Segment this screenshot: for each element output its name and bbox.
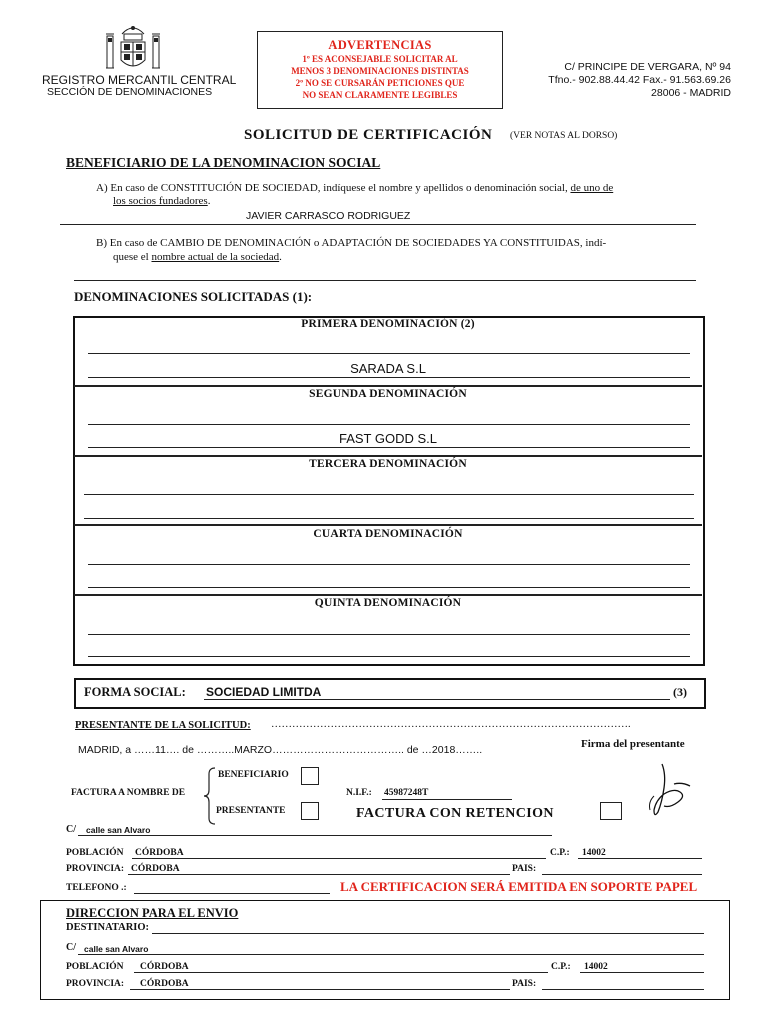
denomination-5-line-b	[88, 656, 690, 657]
ship-poblacion-value[interactable]: CÓRDOBA	[140, 962, 189, 972]
denomination-1-line-a	[88, 353, 690, 354]
provincia-line	[128, 874, 510, 875]
ship-street-label: C/	[66, 942, 76, 953]
forma-social-line	[204, 699, 670, 700]
presenter-label: PRESENTANTE DE LA SOLICITUD:	[75, 720, 251, 731]
invoice-option-presenter: PRESENTANTE	[216, 806, 286, 816]
retention-checkbox[interactable]	[600, 802, 622, 820]
section-b-line2: quese el nombre actual de la sociedad.	[113, 251, 282, 263]
signature-image	[640, 760, 700, 822]
ship-provincia-label: PROVINCIA:	[66, 979, 125, 989]
warning-line-4: NO SEAN CLARAMENTE LEGIBLES	[302, 90, 458, 100]
denomination-2-line-b	[88, 447, 690, 448]
retention-label: FACTURA CON RETENCION	[356, 806, 554, 821]
forma-social-note: (3)	[673, 685, 687, 699]
warning-box	[257, 31, 503, 109]
poblacion-line	[132, 858, 546, 859]
org-section: SECCIÓN DE DENOMINACIONES	[47, 86, 213, 98]
street-value[interactable]: calle san Alvaro	[86, 825, 151, 835]
denomination-5-line-a	[88, 634, 690, 635]
denomination-1-label: PRIMERA DENOMINACIÓN (2)	[301, 318, 475, 330]
current-name-line	[74, 280, 696, 281]
warning-line-1: 1º ES ACONSEJABLE SOLICITAR AL	[302, 54, 458, 64]
invoice-option-beneficiary: BENEFICIARIO	[218, 770, 289, 780]
ship-provincia-value[interactable]: CÓRDOBA	[140, 979, 189, 989]
telefono-line	[134, 893, 330, 894]
invoice-label: FACTURA A NOMBRE DE	[71, 788, 186, 798]
denomination-1-value[interactable]: SARADA S.L	[350, 361, 426, 376]
ship-cp-value[interactable]: 14002	[584, 962, 608, 972]
ship-pais-label: PAIS:	[512, 979, 537, 989]
ship-cp-label: C.P.:	[551, 962, 571, 972]
nif-value[interactable]: 45987248T	[384, 788, 429, 798]
denomination-4-line-b	[88, 587, 690, 588]
provincia-value[interactable]: CÓRDOBA	[131, 864, 180, 874]
address-line-2: Tfno.- 902.88.44.42 Fax.- 91.563.69.26	[548, 74, 731, 86]
section-a	[96, 181, 706, 195]
invoice-brace-icon	[202, 766, 216, 826]
form-title-note: (VER NOTAS AL DORSO)	[510, 131, 618, 141]
coat-of-arms-icon	[104, 22, 162, 74]
provincia-label: PROVINCIA:	[66, 864, 125, 874]
paper-notice: LA CERTIFICACION SERÁ EMITIDA EN SOPORTE PAPEL	[340, 879, 698, 894]
denom-divider-2	[74, 455, 702, 457]
warning-line-2: MENOS 3 DENOMINACIONES DISTINTAS	[291, 66, 469, 76]
warning-title: ADVERTENCIAS	[328, 38, 432, 52]
cp-line	[578, 858, 702, 859]
date-line[interactable]: MADRID, a ……11…. de ………..MARZO……………………………….. de …2018……..	[78, 744, 483, 756]
section-a-text: A) En caso de CONSTITUCIÓN DE SOCIEDAD, indíquese el nombre y apellidos o denominación social,	[96, 182, 571, 194]
nif-label: N.I.F.:	[346, 788, 372, 798]
ship-street-line	[78, 954, 704, 955]
section-b-underlined: nombre actual de la sociedad	[151, 251, 280, 263]
denom-divider-1	[74, 385, 702, 387]
telefono-label: TELEFONO .:	[66, 883, 127, 893]
street-label: C/	[66, 824, 76, 835]
org-name: REGISTRO MERCANTIL CENTRAL	[42, 73, 237, 87]
section-b-pre: quese el	[113, 251, 152, 263]
denomination-4-label: CUARTA DENOMINACIÓN	[313, 528, 463, 540]
pais-line	[542, 874, 702, 875]
presenter-checkbox[interactable]	[301, 802, 319, 820]
poblacion-label: POBLACIÓN	[66, 848, 124, 858]
poblacion-value[interactable]: CÓRDOBA	[135, 848, 184, 858]
section-a-underlined-2: los socios fundadores	[113, 195, 208, 207]
ship-poblacion-label: POBLACIÓN	[66, 962, 124, 972]
denominations-heading: DENOMINACIONES SOLICITADAS (1):	[74, 289, 313, 304]
shipping-heading: DIRECCION PARA EL ENVIO	[66, 906, 239, 920]
forma-social-label: FORMA SOCIAL:	[84, 685, 186, 699]
denomination-4-line-a	[88, 564, 690, 565]
cp-value[interactable]: 14002	[582, 848, 606, 858]
presenter-dots[interactable]: ………………………………………………………………………………………….	[271, 719, 631, 730]
denomination-2-value[interactable]: FAST GODD S.L	[338, 431, 437, 446]
beneficiary-heading: BENEFICIARIO DE LA DENOMINACION SOCIAL	[66, 155, 381, 170]
ship-poblacion-line	[134, 972, 548, 973]
denomination-3-label: TERCERA DENOMINACIÓN	[309, 458, 467, 470]
form-title: SOLICITUD DE CERTIFICACIÓN	[244, 127, 493, 143]
warning-line-3: 2º NO SE CURSARÁN PETICIONES QUE	[295, 78, 465, 88]
pais-label: PAIS:	[512, 864, 537, 874]
address-line-3: 28006 - MADRID	[651, 87, 731, 99]
forma-social-value[interactable]: SOCIEDAD LIMITDA	[206, 685, 322, 699]
street-line	[78, 835, 552, 836]
ship-street-value[interactable]: calle san Alvaro	[84, 944, 149, 954]
section-a-underlined: de uno de	[570, 182, 614, 194]
section-b: B) En caso de CAMBIO DE DENOMINACIÓN o ADAPTACIÓN DE SOCIEDADES YA CONSTITUIDAS, indí-	[96, 237, 607, 249]
denom-divider-3	[74, 524, 702, 526]
denom-divider-4	[74, 594, 702, 596]
denomination-2-line-a	[88, 424, 690, 425]
denomination-3-line-b	[84, 518, 694, 519]
address-line-1: C/ PRINCIPE DE VERGARA, Nº 94	[564, 61, 731, 73]
recipient-line	[152, 933, 704, 934]
recipient-label: DESTINATARIO:	[66, 922, 150, 933]
section-a-line2: los socios fundadores.	[113, 195, 211, 207]
ship-pais-line	[542, 989, 704, 990]
nif-line	[382, 799, 512, 800]
beneficiary-name-value: JAVIER CARRASCO RODRIGUEZ	[246, 210, 411, 222]
beneficiary-name-line	[60, 224, 696, 225]
ship-provincia-line	[130, 989, 510, 990]
ship-cp-line	[580, 972, 704, 973]
denomination-1-line-b	[88, 377, 690, 378]
cp-label: C.P.:	[550, 848, 570, 858]
denomination-5-label: QUINTA DENOMINACIÓN	[314, 597, 462, 609]
signature-label: Firma del presentante	[581, 738, 685, 750]
denomination-2-label: SEGUNDA DENOMINACIÓN	[309, 388, 467, 400]
beneficiary-checkbox[interactable]	[301, 767, 319, 785]
denomination-3-line-a	[84, 494, 694, 495]
